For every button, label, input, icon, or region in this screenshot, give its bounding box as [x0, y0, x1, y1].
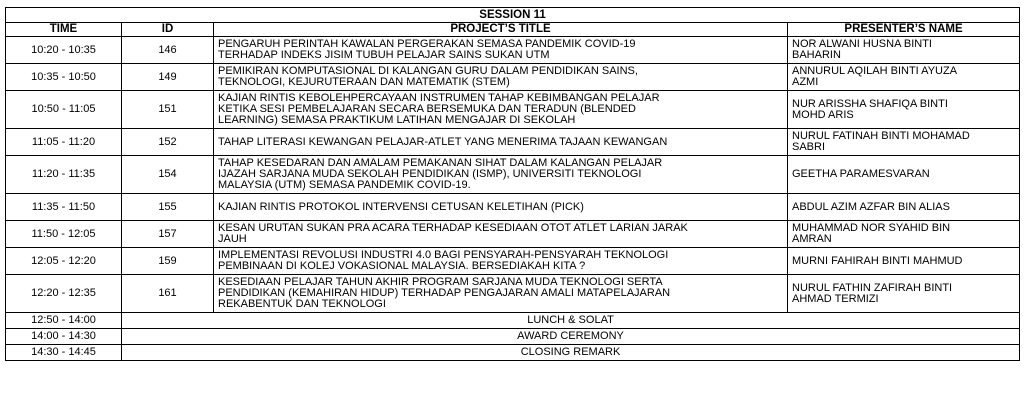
- time-cell: 11:50 - 12:05: [6, 221, 122, 248]
- session-schedule-table: [5, 7, 1020, 361]
- project-title-line: TEKNOLOGI, KEJURUTERAAN DAN MATEMATIK (STEM): [218, 77, 510, 88]
- project-title-line: KESAN URUTAN SUKAN PRA ACARA TERHADAP KESEDIAAN OTOT ATLET LARIAN JARAK: [218, 223, 688, 234]
- id-cell: 146: [122, 37, 214, 64]
- presenter-name-line: MUHAMMAD NOR SYAHID BIN: [792, 223, 951, 234]
- presenter-name-line: GEETHA PARAMESVARAN: [792, 169, 930, 180]
- event-label-cell: LUNCH & SOLAT: [122, 313, 1020, 329]
- table-row: [6, 64, 1020, 91]
- table-row: [6, 37, 1020, 64]
- column-header-time: TIME: [6, 23, 122, 37]
- time-cell: 11:20 - 11:35: [6, 156, 122, 194]
- project-title-cell: [214, 91, 788, 129]
- column-header-id: ID: [122, 23, 214, 37]
- event-row: [6, 345, 1020, 361]
- project-title-cell: [214, 275, 788, 313]
- project-title-line: PENGARUH PERINTAH KAWALAN PERGERAKAN SEMASA PANDEMIK COVID-19: [218, 39, 636, 50]
- id-cell: 149: [122, 64, 214, 91]
- project-title-line: PEMIKIRAN KOMPUTASIONAL DI KALANGAN GURU DALAM PENDIDIKAN SAINS,: [218, 66, 638, 77]
- table-row: [6, 221, 1020, 248]
- presenter-cell: [788, 91, 1020, 129]
- presenter-name-line: MOHD ARIS: [792, 109, 854, 121]
- presenter-name-line: ANNURUL AQILAH BINTI AYUZA: [792, 66, 958, 77]
- time-cell: 10:35 - 10:50: [6, 64, 122, 91]
- table-row: [6, 248, 1020, 275]
- table-row: [6, 194, 1020, 221]
- schedule-body: [6, 37, 1020, 361]
- id-cell: 157: [122, 221, 214, 248]
- time-cell: 10:20 - 10:35: [6, 37, 122, 64]
- time-cell: 10:50 - 11:05: [6, 91, 122, 129]
- presenter-cell: [788, 194, 1020, 221]
- id-cell: 155: [122, 194, 214, 221]
- presenter-name-line: MURNI FAHIRAH BINTI MAHMUD: [792, 255, 963, 267]
- project-title-cell: [214, 194, 788, 221]
- project-title-line: PEMBINAAN DI KOLEJ VOKASIONAL MALAYSIA. BERSEDIAKAH KITA ?: [218, 261, 586, 272]
- presenter-name-line: ABDUL AZIM AZFAR BIN ALIAS: [792, 201, 950, 213]
- column-header-presenter: PRESENTER’S NAME: [788, 23, 1020, 37]
- project-title-line: TERHADAP INDEKS JISIM TUBUH PELAJAR SAINS SUKAN UTM: [218, 50, 550, 61]
- project-title-cell: [214, 156, 788, 194]
- presenter-name-line: NURUL FATINAH BINTI MOHAMAD: [792, 131, 970, 142]
- project-title-cell: [214, 129, 788, 156]
- project-title-cell: [214, 221, 788, 248]
- project-title-line: KESEDIAAN PELAJAR TAHUN AKHIR PROGRAM SARJANA MUDA TEKNOLOGI SERTA: [218, 277, 663, 288]
- project-title-line: IJAZAH SARJANA MUDA SEKOLAH PENDIDIKAN (ISMP), UNIVERSITI TEKNOLOGI: [218, 169, 642, 180]
- presenter-cell: [788, 156, 1020, 194]
- project-title-line: MALAYSIA (UTM) SEMASA PANDEMIK COVID-19.: [218, 180, 471, 191]
- event-label-cell: CLOSING REMARK: [122, 345, 1020, 361]
- table-row: [6, 91, 1020, 129]
- presenter-name-line: NURUL FATHIN ZAFIRAH BINTI: [792, 282, 953, 294]
- event-label-cell: AWARD CEREMONY: [122, 329, 1020, 345]
- project-title-cell: [214, 248, 788, 275]
- project-title-line: TAHAP LITERASI KEWANGAN PELAJAR-ATLET YANG MENERIMA TAJAAN KEWANGAN: [218, 136, 668, 148]
- time-cell: 11:35 - 11:50: [6, 194, 122, 221]
- id-cell: 154: [122, 156, 214, 194]
- presenter-cell: [788, 129, 1020, 156]
- presenter-name-line: AHMAD TERMIZI: [792, 293, 879, 305]
- time-cell: 12:05 - 12:20: [6, 248, 122, 275]
- column-header-project-title: PROJECT’S TITLE: [214, 23, 788, 37]
- project-title-line: PENDIDIKAN (KEMAHIRAN HIDUP) TERHADAP PENGAJARAN AMALI MATAPELAJARAN: [218, 288, 671, 299]
- presenter-cell: [788, 37, 1020, 64]
- project-title-line: KAJIAN RINTIS PROTOKOL INTERVENSI CETUSAN KELETIHAN (PICK): [218, 201, 584, 213]
- event-time-cell: 14:00 - 14:30: [6, 329, 122, 345]
- id-cell: 161: [122, 275, 214, 313]
- id-cell: 151: [122, 91, 214, 129]
- project-title-line: JAUH: [218, 234, 247, 245]
- table-row: [6, 156, 1020, 194]
- time-cell: 12:20 - 12:35: [6, 275, 122, 313]
- project-title-line: KETIKA SESI PEMBELAJARAN SECARA BERSEMUKA DAN TERADUN (BLENDED: [218, 104, 636, 115]
- id-cell: 152: [122, 129, 214, 156]
- project-title-line: LEARNING) SEMASA PRAKTIKUM LATIHAN MENGAJAR DI SEKOLAH: [218, 115, 576, 126]
- table-row: [6, 129, 1020, 156]
- project-title-line: REKABENTUK DAN TEKNOLOGI: [218, 299, 386, 310]
- presenter-cell: [788, 221, 1020, 248]
- event-row: [6, 329, 1020, 345]
- presenter-name-line: NOR ALWANI HUSNA BINTI: [792, 39, 932, 50]
- project-title-line: TAHAP KESEDARAN DAN AMALAM PEMAKANAN SIHAT DALAM KALANGAN PELAJAR: [218, 158, 663, 169]
- presenter-name-line: AZMI: [792, 77, 819, 88]
- session-title: SESSION 11: [6, 8, 1020, 23]
- presenter-cell: [788, 275, 1020, 313]
- time-cell: 11:05 - 11:20: [6, 129, 122, 156]
- project-title-line: IMPLEMENTASI REVOLUSI INDUSTRI 4.0 BAGI PENSYARAH-PENSYARAH TEKNOLOGI: [218, 250, 669, 261]
- presenter-cell: [788, 248, 1020, 275]
- table-row: [6, 275, 1020, 313]
- event-time-cell: 12:50 - 14:00: [6, 313, 122, 329]
- presenter-cell: [788, 64, 1020, 91]
- project-title-cell: [214, 64, 788, 91]
- project-title-cell: [214, 37, 788, 64]
- event-time-cell: 14:30 - 14:45: [6, 345, 122, 361]
- presenter-name-line: SABRI: [792, 142, 826, 153]
- event-row: [6, 313, 1020, 329]
- presenter-name-line: AMRAN: [792, 234, 832, 245]
- project-title-line: KAJIAN RINTIS KEBOLEHPERCAYAAN INSTRUMEN TAHAP KEBIMBANGAN PELAJAR: [218, 93, 660, 104]
- id-cell: 159: [122, 248, 214, 275]
- presenter-name-line: NUR ARISSHA SHAFIQA BINTI: [792, 98, 948, 110]
- presenter-name-line: BAHARIN: [792, 50, 841, 61]
